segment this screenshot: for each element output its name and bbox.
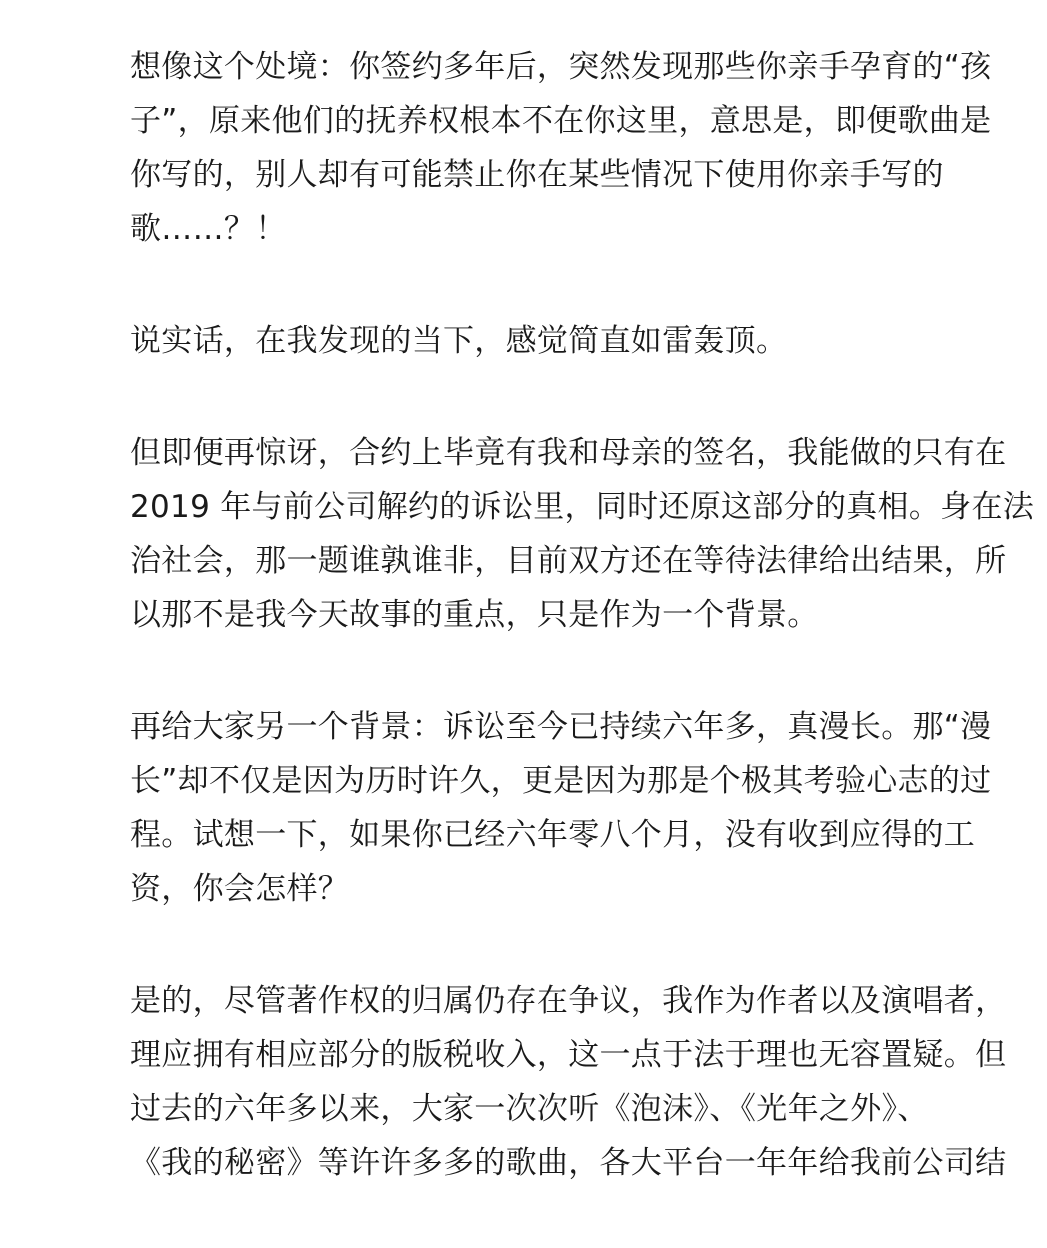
paragraph-2 bbox=[130, 314, 960, 368]
text-line: 说实话，在我发现的当下，感觉简直如雷轰顶。 bbox=[130, 323, 788, 359]
paragraph-3 bbox=[130, 426, 1035, 642]
text-line: 是的，尽管著作权的归属仍存在争议，我作为作者以及演唱者， bbox=[130, 983, 1007, 1019]
paragraph-1 bbox=[130, 40, 992, 256]
text-line: 理应拥有相应部分的版税收入，这一点于法于理也无容置疑。但 bbox=[130, 1037, 1007, 1073]
text-line: 《我的秘密》等许许多多的歌曲，各大平台一年年给我前公司结 bbox=[130, 1145, 1007, 1181]
text-line: 过去的六年多以来，大家一次次听《泡沫》、《光年之外》、 bbox=[130, 1091, 929, 1127]
text-line: 想像这个处境：你签约多年后，突然发现那些你亲手孕育的“孩 bbox=[130, 49, 992, 85]
text-line: 长”却不仅是因为历时许久，更是因为那是个极其考验心志的过 bbox=[130, 763, 992, 799]
text-line: 资，你会怎样？ bbox=[130, 871, 350, 907]
text-line: 再给大家另一个背景：诉讼至今已持续六年多，真漫长。那“漫 bbox=[130, 709, 992, 745]
text-line: 子”，原来他们的抚养权根本不在你这里，意思是，即便歌曲是 bbox=[130, 103, 992, 139]
text-line: 歌……？！ bbox=[130, 211, 287, 247]
text-line: 但即便再惊讶，合约上毕竟有我和母亲的签名，我能做的只有在 bbox=[130, 435, 1007, 471]
text-line: 2019 年与前公司解约的诉讼里，同时还原这部分的真相。身在法 bbox=[130, 489, 1035, 525]
text-line: 你写的，别人却有可能禁止你在某些情况下使用你亲手写的 bbox=[130, 157, 944, 193]
text-line: 以那不是我今天故事的重点，只是作为一个背景。 bbox=[130, 597, 819, 633]
text-line: 程。试想一下，如果你已经六年零八个月，没有收到应得的工 bbox=[130, 817, 976, 853]
text-line: 治社会，那一题谁孰谁非，目前双方还在等待法律给出结果，所 bbox=[130, 543, 1007, 579]
paragraph-5 bbox=[130, 974, 1007, 1190]
article-body bbox=[130, 40, 1035, 1248]
paragraph-4 bbox=[130, 700, 992, 916]
